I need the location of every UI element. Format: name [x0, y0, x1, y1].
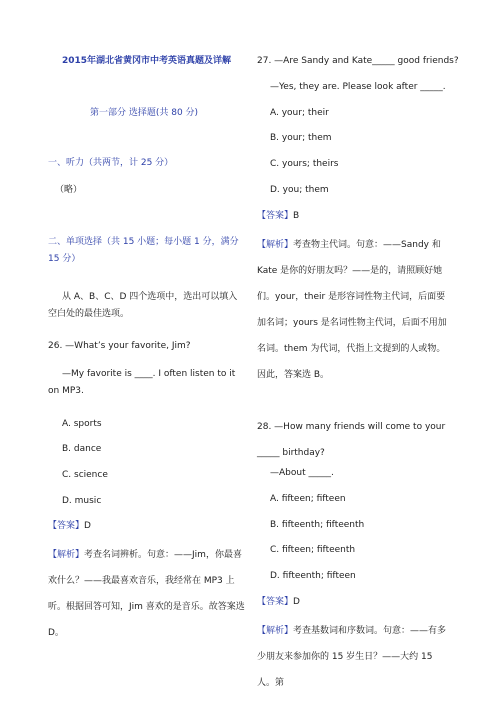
explanation-label: 【解析】 [257, 240, 294, 250]
q27-option-c: C. yours; theirs [270, 159, 339, 169]
answer-value: D [293, 597, 300, 607]
q28-option-b: B. fifteenth; fifteenth [270, 520, 365, 530]
q26-option-b: B. dance [62, 444, 102, 454]
explanation-text: 考查名词辨析。句意：——Jim，你最喜欢什么？——我最喜欢音乐，我经常在 MP3 上听。根据回答可知，Jim 喜欢的是音乐。故答案选 D。 [48, 550, 245, 638]
section-listening-heading: 一、听力（共两节，计 25 分） [48, 158, 174, 168]
section-choice-heading: 二、单项选择（共 15 小题；每小题 1 分，满分 15 分） [48, 237, 239, 264]
q28-answer [257, 596, 300, 608]
q26-option-a: A. sports [62, 419, 102, 429]
q27-stem: 27. —Are Sandy and Kate_____ good friends? [257, 56, 459, 66]
q26-answer [48, 520, 91, 532]
omitted-note: （略） [55, 185, 83, 195]
answer-label: 【答案】 [48, 521, 85, 531]
section-instructions: 从 A、B、C、D 四个选项中，选出可以填入空白处的最佳选项。 [48, 292, 238, 319]
answer-value: D [84, 521, 91, 531]
q28-option-d: D. fifteenth; fifteen [270, 571, 356, 581]
q28-explanation [257, 618, 449, 696]
explanation-label: 【解析】 [48, 550, 85, 560]
q26-response: —My favorite is ____. I often listen to it on MP3. [48, 369, 236, 396]
q27-option-b: B. your; them [270, 133, 332, 143]
q26-option-c: C. science [62, 470, 108, 480]
q27-option-d: D. you; them [270, 185, 329, 195]
q27-explanation [257, 232, 449, 388]
q27-option-a: A. your; their [270, 108, 329, 118]
explanation-label: 【解析】 [257, 626, 294, 636]
q26-option-d: D. music [62, 496, 102, 506]
q28-stem: 28. —How many friends will come to your _____ birthday? [257, 422, 446, 458]
q26-stem: 26. —What’s your favorite, Jim? [48, 341, 191, 351]
answer-label: 【答案】 [257, 597, 294, 607]
q28-option-c: C. fifteen; fifteenth [270, 545, 356, 555]
answer-label: 【答案】 [257, 211, 294, 221]
part-heading: 第一部分 选择题(共 80 分) [90, 108, 199, 118]
explanation-text: 考查基数词和序数词。句意：——有多少朋友来参加你的 15 岁生日？——大约 15 人。第 [257, 626, 447, 688]
answer-value: B [293, 211, 300, 221]
q26-explanation [48, 542, 246, 646]
explanation-text: 考查物主代词。句意：——Sandy 和 Kate 是你的好朋友吗？——是的，请照顾好她们。your，their 是形容词性物主代词，后面要加名词；yours 是名词性物主代词，后面不用加名词。them 为代词，代指上文提到的人或物。因此，答案选 B。 [257, 240, 447, 380]
q28-response: —About _____. [270, 468, 334, 478]
document-title: 2015年湖北省黄冈市中考英语真题及详解 [62, 56, 232, 66]
q27-answer [257, 210, 299, 222]
q27-response: —Yes, they are. Please look after _____. [270, 82, 446, 92]
q28-option-a: A. fifteen; fifteen [270, 494, 346, 504]
